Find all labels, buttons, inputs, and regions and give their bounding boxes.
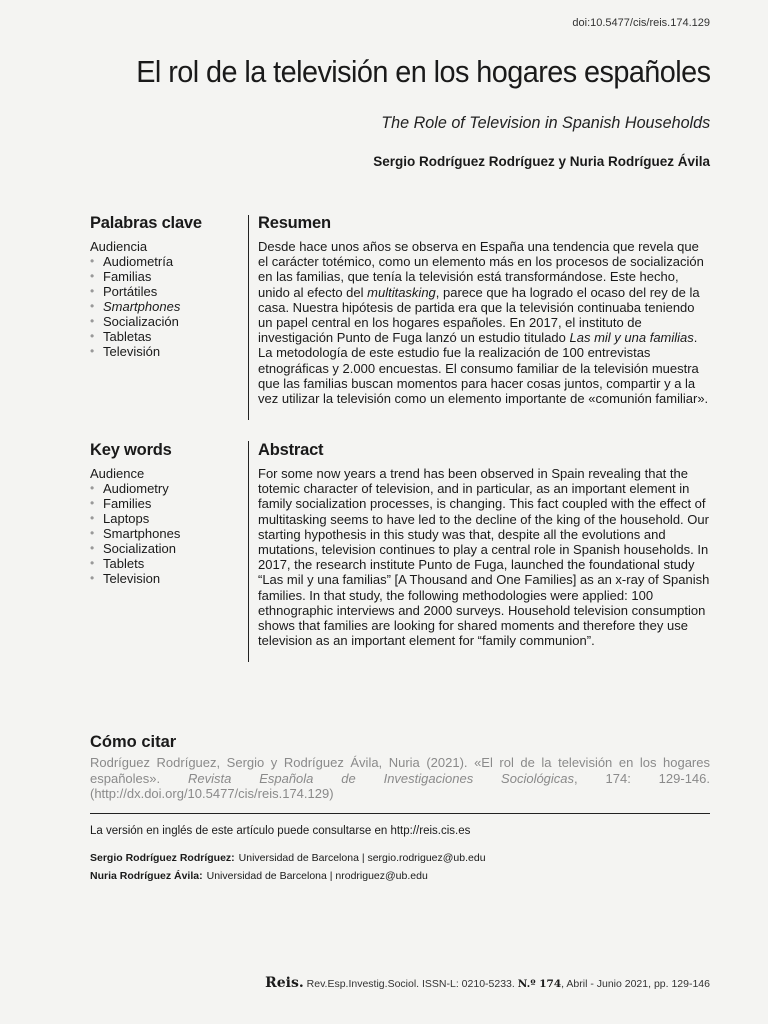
palabras-clave-heading: Palabras clave <box>90 214 202 232</box>
bullet-icon: • <box>90 269 95 283</box>
reis-logo: Reis. <box>265 975 304 991</box>
key-words-block <box>90 441 240 586</box>
resumen-text: Desde hace unos años se observa en España una tendencia que revela que el carácter totémico, como un elemento más en los procesos de socialización en las familias, que tenía la televisión está transformándose. Este hecho, unido al efecto del multitasking, parece que ha logrado el ocaso del rey de la casa. Nuestra hipótesis de partida era que la televisión continuaba teniendo un papel central en los hogares españoles. En 2017, el instituto de investigación Punto de Fuga lanzó un estudio titulado Las mil y una familias. La metodología de este estudio fue la realización de 100 entrevistas etnográficas y 2.000 encuestas. El consumo familiar de la televisión muestra que las familias buscan momentos para hacer cosas juntos, compartir y a la vez utilizar la televisión como un elemento importante de «comunión familiar». <box>258 239 709 407</box>
bullet-icon: • <box>90 314 95 328</box>
english-version-note: La versión en inglés de este artículo puede consultarse en http://reis.cis.es <box>90 825 471 837</box>
palabras-clave-block <box>90 214 240 359</box>
resumen-heading: Resumen <box>258 214 331 232</box>
keyword-list <box>90 254 240 359</box>
key-words-heading: Key words <box>90 441 172 459</box>
abstract-block <box>258 441 710 648</box>
keyword-item: • Tabletas <box>90 329 152 344</box>
bullet-icon: • <box>90 329 95 343</box>
keyword-item: • Televisión <box>90 344 161 359</box>
keyword-item: • Familias <box>90 269 152 284</box>
bullet-icon: • <box>90 496 95 510</box>
author-affiliation: Sergio Rodríguez Rodríguez: Universidad de Barcelona | sergio.rodriguez@ub.edu <box>90 852 486 864</box>
article-subtitle: The Role of Television in Spanish Households <box>381 113 710 132</box>
column-divider <box>248 215 249 420</box>
author-affiliation: Nuria Rodríguez Ávila: Universidad de Barcelona | nrodriguez@ub.edu <box>90 870 428 882</box>
bullet-icon: • <box>90 526 95 540</box>
keyword-item: • Smartphones <box>90 526 181 541</box>
keyword-item: • Laptops <box>90 511 150 526</box>
keyword-item: • Audiometría <box>90 254 174 269</box>
bullet-icon: • <box>90 511 95 525</box>
page-footer: Reis. Rev.Esp.Investig.Sociol. ISSN-L: 0210-5233. N.º 174, Abril - Junio 2021, pp. 129-146 <box>265 975 710 991</box>
resumen-block <box>258 214 710 406</box>
keyword-first: Audience <box>90 466 145 481</box>
citation-text: Rodríguez Rodríguez, Sergio y Rodríguez Ávila, Nuria (2021). «El rol de la televisión en los hogares españoles». Revista Española de Investigaciones Sociológicas, 174: 129-146. (http://dx.doi.org/10.5477/cis/reis.174.129) <box>90 755 711 801</box>
bullet-icon: • <box>90 284 95 298</box>
bullet-icon: • <box>90 571 95 585</box>
bullet-icon: • <box>90 556 95 570</box>
keyword-item: • Tablets <box>90 556 145 571</box>
keyword-first: Audiencia <box>90 239 148 254</box>
keyword-item: • Television <box>90 571 161 586</box>
article-title: El rol de la televisión en los hogares españoles <box>135 54 710 89</box>
keyword-item: • Families <box>90 496 152 511</box>
bullet-icon: • <box>90 299 95 313</box>
abstract-heading: Abstract <box>258 441 324 459</box>
keyword-list <box>90 481 240 586</box>
keyword-item: • Smartphones <box>90 299 181 314</box>
abstract-text: For some now years a trend has been observed in Spain revealing that the totemic character of television, and in particular, as an important element in family socialization processes, is changing. This fact coupled with the effect of multitasking seems to have led to the decline of the king of the household. Our starting hypothesis in this study was that, despite all the evolutions and mutations, television continues to play a central role in Spanish households. In 2017, the research institute Punto de Fuga, launched the foundational study “Las mil y una familias” [A Thousand and One Families] as an x-ray of Spanish families. In that study, the following methodologies were applied: 100 ethnographic interviews and 2000 surveys. Household television consumption shows that families are looking for shared moments and therefore they use television as an important element for “family communion”. <box>258 466 710 649</box>
divider <box>90 813 710 814</box>
keyword-item: • Socialization <box>90 541 176 556</box>
column-divider <box>248 441 249 662</box>
article-authors: Sergio Rodríguez Rodríguez y Nuria Rodríguez Ávila <box>373 154 710 169</box>
keyword-item: • Portátiles <box>90 284 158 299</box>
keyword-item: • Audiometry <box>90 481 169 496</box>
keyword-item: • Socialización <box>90 314 179 329</box>
bullet-icon: • <box>90 541 95 555</box>
doi-label: doi:10.5477/cis/reis.174.129 <box>572 17 710 29</box>
citation-heading: Cómo citar <box>90 733 177 751</box>
bullet-icon: • <box>90 344 95 358</box>
bullet-icon: • <box>90 481 95 495</box>
bullet-icon: • <box>90 254 95 268</box>
